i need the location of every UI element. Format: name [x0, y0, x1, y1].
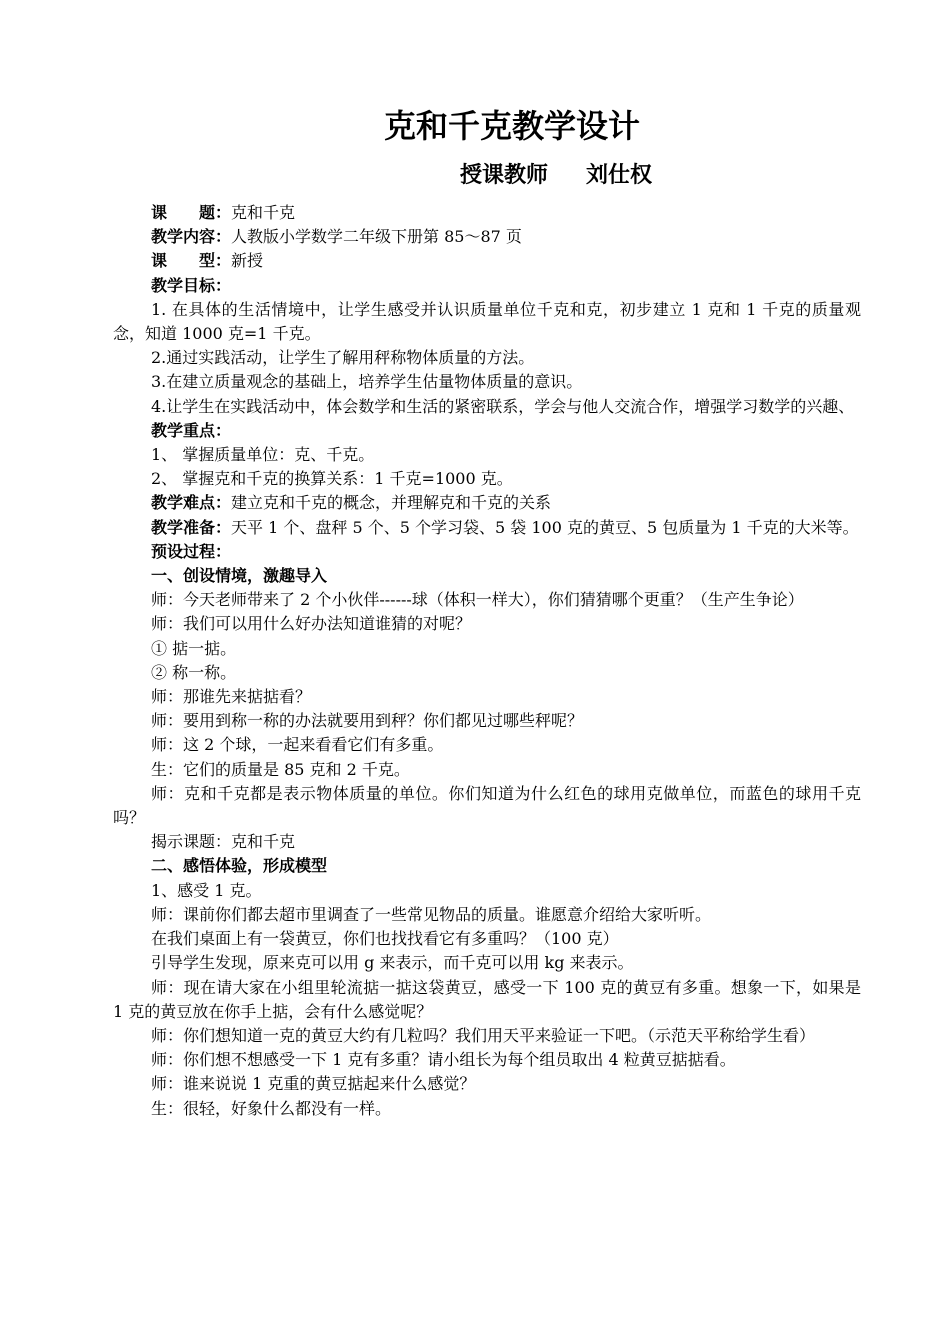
- topic-value: 克和千克: [231, 203, 296, 222]
- section1-line: 揭示课题：克和千克: [151, 832, 296, 852]
- section2-line: 师：你们想知道一克的黄豆大约有几粒吗？我们用天平来验证一下吧。（示范天平称给学生看）: [151, 1025, 816, 1045]
- document-title: 克和千克教学设计: [383, 107, 640, 145]
- objective-item: 1. 在具体的生活情境中，让学生感受并认识质量单位千克和克，初步建立 1 克和 1 千克的质量观念，知道 1000 克=1 千克。: [113, 299, 861, 344]
- section1-line: 师：那谁先来掂掂看？: [151, 687, 312, 707]
- difficulty-label: 教学难点：: [151, 493, 232, 513]
- author-label: 授课教师: [460, 162, 549, 188]
- key-point-item: 1、 掌握质量单位：克、千克。: [151, 445, 375, 465]
- objectives-heading: 教学目标：: [151, 275, 232, 295]
- content-label: 教学内容：: [151, 227, 232, 247]
- section2-line: 师：现在请大家在小组里轮流掂一掂这袋黄豆，感受一下 100 克的黄豆有多重。想象一下，如果是 1 克的黄豆放在你手上掂，会有什么感觉呢？: [113, 977, 861, 1021]
- section2-line: 师：你们想不想感受一下 1 克有多重？请小组长为每个组员取出 4 粒黄豆掂掂看。: [151, 1050, 736, 1070]
- key-point-item: 2、 掌握克和千克的换算关系：1 千克=1000 克。: [151, 469, 513, 489]
- content-value: 人教版小学数学二年级下册第 85～87 页: [231, 227, 522, 247]
- difficulty-line: [113, 491, 861, 515]
- section2-line: 师：课前你们都去超市里调查了一些常见物品的质量。谁愿意介绍给大家听听。: [151, 904, 712, 924]
- key-points-heading: 教学重点：: [151, 420, 232, 440]
- section1-heading: 一、创设情境，激趣导入: [151, 566, 328, 586]
- section2-line: 在我们桌面上有一袋黄豆，你们也找找看它有多重吗？（100 克）: [151, 929, 619, 949]
- objective-item: 2.通过实践活动，让学生了解用秤称物体质量的方法。: [151, 348, 535, 368]
- section2-line: 1、感受 1 克。: [151, 880, 262, 900]
- difficulty-value: 建立克和千克的概念，并理解克和千克的关系: [231, 493, 552, 513]
- type-line: [113, 249, 861, 273]
- section1-line: 师：我们可以用什么好办法知道谁猜的对呢？: [151, 614, 472, 634]
- objective-item: 3.在建立质量观念的基础上，培养学生估量物体质量的意识。: [151, 372, 583, 392]
- section1-line: 师：今天老师带来了 2 个小伙伴------球（体积一样大），你们猜猜哪个更重？（生产生争论）: [151, 590, 804, 610]
- section2-line: 引导学生发现，原来克可以用 g 来表示，而千克可以用 kg 来表示。: [151, 953, 634, 973]
- preparation-value: 天平 1 个、盘秤 5 个、5 个学习袋、5 袋 100 克的黄豆、5 包质量为 1 千克的大米等。: [231, 517, 859, 537]
- content-line: [113, 225, 861, 249]
- author-line: [460, 158, 652, 192]
- topic-line: [113, 201, 861, 225]
- section1-line: ① 掂一掂。: [151, 638, 237, 658]
- type-label: 课 型：: [151, 251, 232, 271]
- preparation-line: [113, 516, 861, 540]
- section1-line: 师：这 2 个球，一起来看看它们有多重。: [151, 735, 444, 755]
- type-value: 新授: [231, 251, 264, 271]
- objective-item: 4.让学生在实践活动中，体会数学和生活的紧密联系，学会与他人交流合作，增强学习数学的兴趣、: [151, 396, 855, 416]
- document-body: [113, 201, 861, 1121]
- section1-line: 生：它们的质量是 85 克和 2 千克。: [151, 759, 410, 779]
- section2-line: 师：谁来说说 1 克重的黄豆掂起来什么感觉？: [151, 1074, 476, 1094]
- process-heading: 预设过程：: [151, 541, 232, 561]
- section1-line: 师：克和千克都是表示物体质量的单位。你们知道为什么红色的球用克做单位，而蓝色的球用千克吗？: [113, 783, 861, 828]
- document-page: [113, 100, 861, 1118]
- section2-heading: 二、感悟体验，形成模型: [151, 856, 328, 876]
- author-name: 刘仕权: [586, 162, 653, 188]
- section1-line: ② 称一称。: [151, 662, 237, 682]
- section1-line: 师：要用到称一称的办法就要用到秤？你们都见过哪些秤呢？: [151, 711, 584, 731]
- topic-label: 课 题：: [151, 203, 232, 222]
- preparation-label: 教学准备：: [151, 517, 232, 537]
- section2-line: 生：很轻，好象什么都没有一样。: [151, 1098, 392, 1118]
